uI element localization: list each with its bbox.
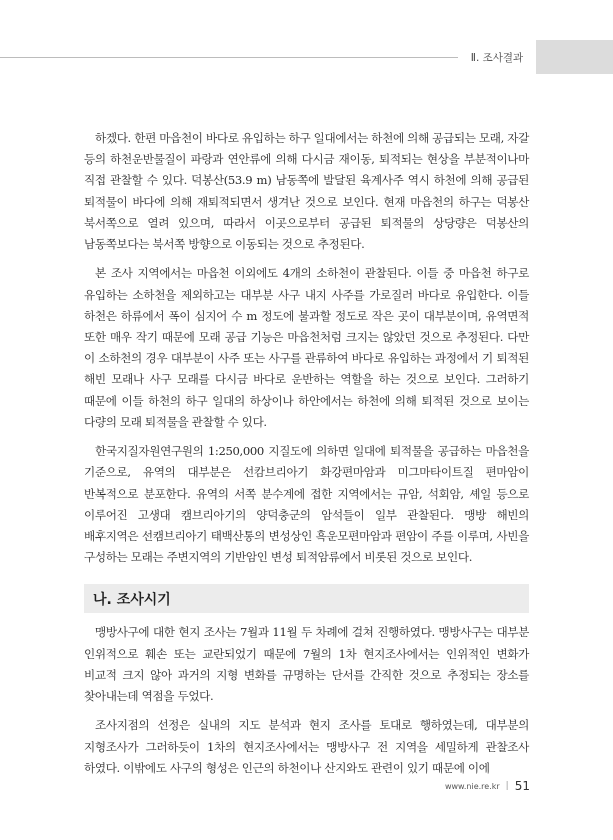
page-footer	[400, 776, 530, 796]
chapter-label: Ⅱ. 조사결과	[458, 40, 536, 74]
footer-url: www.nie.re.kr	[444, 781, 500, 791]
header-rule	[0, 57, 536, 58]
body-paragraph-2: 본 조사 지역에서는 마읍천 이외에도 4개의 소하천이 관찰된다. 이들 중 마읍천 하구로 유입하는 소하천을 제외하고는 대부분 사구 내지 사주를 가로질러 바다로 유입한다. 이들 하천은 하류에서 폭이 심지어 수 m 정도에 불과할 정도로 작은 곳이 대부분이며, 유역면적 또한 매우 작기 때문에 모래 공급 기능은 마읍천처럼 크지는 않았던 것으로 추정된다. 다만 이 소하천의 경우 대부분이 사주 또는 사구를 관류하여 바다로 유입하는 과정에서 기 퇴적된 해빈 모래나 사구 모래를 다시금 바다로 운반하는 역할을 하는 것으로 보인다. 그러하기 때문에 이들 하천의 하구 일대의 하상이나 하안에서는 하천에 의해 퇴적된 것으로 보이는 다량의 모래 퇴적물을 관찰할 수 있다.	[84, 266, 529, 429]
section-paragraph-2: 조사지점의 선정은 실내의 지도 분석과 현지 조사를 토대로 행하였는데, 대부분의 지형조사가 그러하듯이 1차의 현지조사에서는 맹방사구 전 지역을 세밀하게 관찰조사 하였다. 이밖에도 사구의 형성은 인근의 하천이나 산지와도 관련이 있기 때문에 이에	[84, 718, 529, 775]
page-body	[84, 128, 529, 787]
running-header	[0, 40, 613, 74]
body-paragraph-1: 하겠다. 한편 마읍천이 바다로 유입하는 하구 일대에서는 하천에 의해 공급되는 모래, 자갈 등의 하천운반물질이 파랑과 연안류에 의해 다시금 재이동, 퇴적되는 현상을 부분적이나마 직접 관찰할 수 있다. 덕봉산(53.9 m) 남동쪽에 발달된 육계사주 역시 하천에 의해 공급된 퇴적물이 바다에 의해 재퇴적되면서 생겨난 것으로 보인다. 현재 마읍천의 하구는 덕봉산 북서쪽으로 열려 있으며, 따라서 이곳으로부터 공급된 퇴적물의 상당량은 덕봉산의 남동쪽보다는 북서쪽 방향으로 이동되는 것으로 추정된다.	[84, 131, 529, 252]
footer-separator: |	[505, 781, 509, 791]
section-heading: 나. 조사시기	[84, 584, 529, 613]
body-paragraph-3: 한국지질자원연구원의 1:250,000 지질도에 의하면 일대에 퇴적물을 공급하는 마읍천을 기준으로, 유역의 대부분은 선캄브리아기 화강편마암과 미그마타이트질 편마암이 반복적으로 분포한다. 유역의 서쪽 분수계에 접한 지역에서는 규암, 석회암, 셰일 등으로 이루어진 고생대 캠브리아기의 양덕충군의 암석들이 일부 관찰된다. 맹방 해빈의 배후지역은 선캠브리아기 태백산통의 변성상인 흑운모편마암과 편암이 주를 이루며, 사빈을 구성하는 모래는 주변지역의 기반암인 변성 퇴적암류에서 비롯된 것으로 보인다.	[84, 444, 529, 565]
header-side-strip	[536, 40, 613, 74]
section-paragraph-1: 맹방사구에 대한 현지 조사는 7월과 11월 두 차례에 걸쳐 진행하였다. 맹방사구는 대부분 인위적으로 훼손 또는 교란되었기 때문에 7월의 1차 현지조사에서는 인위적인 변화가 비교적 크지 않아 과거의 지형 변화를 규명하는 단서를 간직한 것으로 추정되는 장소를 찾아내는데 역점을 두었다.	[84, 625, 529, 704]
page-number: 51	[514, 779, 530, 793]
